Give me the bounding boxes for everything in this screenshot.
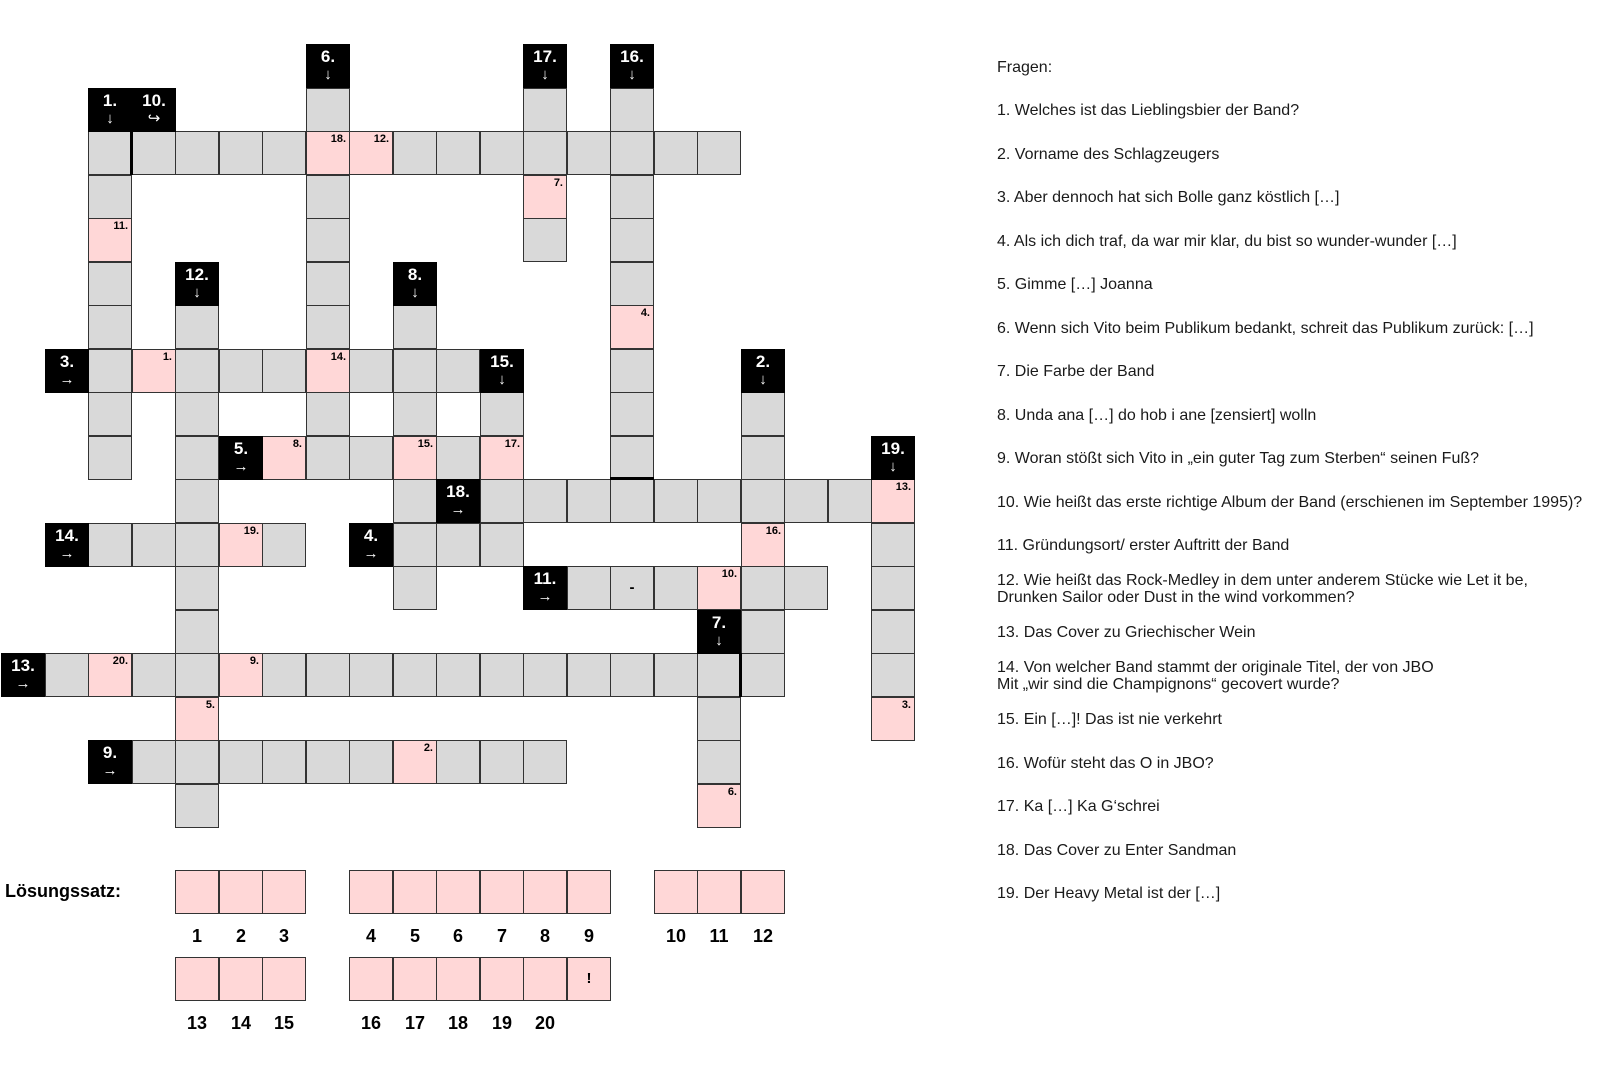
- letter-cell[interactable]: [480, 131, 524, 175]
- solution-position-number: 8: [539, 926, 550, 946]
- clue-block: [523, 44, 567, 88]
- solution-box[interactable]: [349, 957, 393, 1001]
- letter-cell[interactable]: [306, 262, 350, 306]
- letter-cell[interactable]: [306, 436, 350, 480]
- question-line: 12. Wie heißt das Rock-Medley in dem unter anderem Stücke wie Let it be,: [997, 572, 1528, 589]
- letter-cell[interactable]: [349, 740, 393, 784]
- clue-number: 3.: [59, 352, 75, 371]
- letter-cell[interactable]: [697, 479, 741, 523]
- solution-box[interactable]: [654, 870, 698, 914]
- clue-block: [523, 566, 567, 610]
- solution-box[interactable]: [349, 870, 393, 914]
- letter-cell[interactable]: [697, 653, 741, 697]
- arrow-down-icon: ↓: [715, 632, 723, 649]
- question-line: 18. Das Cover zu Enter Sandman: [997, 842, 1237, 859]
- solution-letter-cell[interactable]: [610, 305, 654, 349]
- question-line: 13. Das Cover zu Griechischer Wein: [997, 624, 1256, 641]
- clue-number: 4.: [363, 526, 379, 545]
- arrow-down-icon: ↓: [411, 284, 419, 301]
- solution-letter-cell[interactable]: [349, 131, 393, 175]
- solution-position-number: 12: [752, 926, 774, 946]
- letter-cell[interactable]: [88, 175, 132, 219]
- clue-number: 7.: [711, 613, 727, 632]
- letter-cell[interactable]: [741, 653, 785, 697]
- letter-cell[interactable]: [393, 566, 437, 610]
- clue-block: [741, 349, 785, 393]
- letter-cell[interactable]: [175, 566, 219, 610]
- letter-cell[interactable]: [436, 436, 480, 480]
- solution-box[interactable]: [436, 957, 480, 1001]
- clue-number: 18.: [446, 482, 470, 501]
- clue-number: 13.: [11, 656, 35, 675]
- arrow-down-icon: ↓: [889, 458, 897, 475]
- solution-position-number: 17: [404, 1013, 426, 1033]
- letter-cell[interactable]: [480, 523, 524, 567]
- letter-cell[interactable]: [45, 653, 89, 697]
- clue-block: [349, 523, 393, 567]
- question-line: 4. Als ich dich traf, da war mir klar, du bist so wunder-wunder […]: [997, 233, 1457, 250]
- question-item: [997, 102, 1299, 119]
- solution-letter-cell[interactable]: [88, 218, 132, 262]
- question-item: [997, 842, 1236, 859]
- solution-letter-cell[interactable]: [306, 349, 350, 393]
- letter-cell[interactable]: [175, 784, 219, 828]
- letter-cell[interactable]: [654, 479, 698, 523]
- letter-cell[interactable]: [654, 131, 698, 175]
- arrow-right-icon: →: [102, 762, 118, 779]
- clue-block: [175, 262, 219, 306]
- solution-position-number: 6: [452, 926, 463, 946]
- arrow-down-icon: ↓: [628, 66, 636, 83]
- clue-block: [132, 88, 176, 132]
- letter-cell[interactable]: [610, 218, 654, 262]
- solution-position-number: 18: [447, 1013, 469, 1033]
- solution-index-label: 7.: [553, 177, 563, 189]
- letter-cell[interactable]: [523, 653, 567, 697]
- solution-index-label: 1.: [162, 351, 172, 363]
- solution-position-number: 7: [496, 926, 507, 946]
- letter-cell[interactable]: [436, 523, 480, 567]
- solution-position-number: 14: [230, 1013, 252, 1033]
- letter-cell[interactable]: [436, 653, 480, 697]
- solution-index-label: 8.: [292, 438, 302, 450]
- solution-box[interactable]: [523, 870, 567, 914]
- letter-cell[interactable]: [741, 436, 785, 480]
- letter-cell[interactable]: [175, 523, 219, 567]
- solution-box[interactable]: [436, 870, 480, 914]
- letter-cell[interactable]: [88, 392, 132, 436]
- letter-cell[interactable]: [219, 349, 263, 393]
- solution-label: Lösungssatz:: [5, 881, 122, 901]
- letter-cell[interactable]: [480, 479, 524, 523]
- letter-cell[interactable]: [175, 305, 219, 349]
- letter-cell[interactable]: [393, 349, 437, 393]
- letter-cell[interactable]: [132, 131, 176, 175]
- solution-box[interactable]: [175, 957, 219, 1001]
- letter-cell[interactable]: [436, 349, 480, 393]
- letter-cell[interactable]: [654, 653, 698, 697]
- solution-index-label: 18.: [330, 133, 346, 145]
- solution-letter-cell[interactable]: [175, 697, 219, 741]
- letter-cell[interactable]: [349, 436, 393, 480]
- letter-cell[interactable]: [697, 740, 741, 784]
- question-item: [997, 146, 1219, 163]
- question-item: [997, 407, 1316, 424]
- question-item: [997, 233, 1457, 250]
- letter-cell[interactable]: [175, 349, 219, 393]
- solution-position-number: 2: [235, 926, 246, 946]
- letter-cell[interactable]: [349, 653, 393, 697]
- solution-letter-cell[interactable]: [132, 349, 176, 393]
- letter-cell[interactable]: [523, 131, 567, 175]
- question-item: [997, 885, 1220, 902]
- letter-cell[interactable]: [610, 88, 654, 132]
- solution-index-label: 4.: [640, 307, 650, 319]
- letter-cell[interactable]: [175, 740, 219, 784]
- solution-index-label: 13.: [895, 481, 911, 493]
- letter-cell[interactable]: [567, 479, 611, 523]
- question-item: [997, 659, 1434, 693]
- clue-block: [393, 262, 437, 306]
- arrow-down-icon: ↓: [193, 284, 201, 301]
- letter-cell[interactable]: [306, 392, 350, 436]
- letter-cell[interactable]: [654, 566, 698, 610]
- letter-cell[interactable]: [610, 479, 654, 523]
- clue-block: [610, 44, 654, 88]
- letter-cell[interactable]: [262, 653, 306, 697]
- letter-cell[interactable]: [480, 392, 524, 436]
- arrow-right-icon: →: [233, 458, 249, 475]
- letter-cell[interactable]: [697, 697, 741, 741]
- solution-index-label: 12.: [373, 133, 389, 145]
- solution-position-number: 10: [665, 926, 687, 946]
- question-item: [997, 711, 1222, 728]
- solution-position-number: 3: [278, 926, 289, 946]
- letter-cell[interactable]: [436, 131, 480, 175]
- clue-number: 12.: [185, 265, 209, 284]
- question-item: [997, 363, 1154, 380]
- letter-cell[interactable]: [567, 566, 611, 610]
- solution-letter-cell[interactable]: [697, 784, 741, 828]
- letter-cell[interactable]: [567, 653, 611, 697]
- letter-cell[interactable]: [871, 610, 915, 654]
- solution-index-label: 6.: [727, 786, 737, 798]
- arrow-down-icon: ↓: [324, 66, 332, 83]
- letter-cell[interactable]: [610, 653, 654, 697]
- letter-cell[interactable]: [306, 653, 350, 697]
- letter-cell[interactable]: [871, 523, 915, 567]
- letter-cell[interactable]: [523, 740, 567, 784]
- question-item: [997, 624, 1255, 641]
- clue-number: 16.: [620, 47, 644, 66]
- question-item: [997, 755, 1214, 772]
- letter-cell[interactable]: [88, 349, 132, 393]
- question-item: [997, 798, 1160, 815]
- solution-position-number: 11: [709, 926, 729, 946]
- word-separator: [739, 653, 742, 697]
- clue-number: 8.: [407, 265, 423, 284]
- letter-cell[interactable]: [175, 610, 219, 654]
- letter-cell[interactable]: [393, 479, 437, 523]
- arrow-right-icon: →: [59, 371, 75, 388]
- letter-cell[interactable]: [262, 740, 306, 784]
- solution-index-label: 16.: [765, 525, 781, 537]
- letter-cell[interactable]: [262, 131, 306, 175]
- questions-title: Fragen:: [997, 59, 1053, 76]
- solution-letter-cell[interactable]: [523, 175, 567, 219]
- letter-cell[interactable]: [871, 653, 915, 697]
- solution-index-label: 3.: [901, 699, 911, 711]
- letter-cell[interactable]: [741, 392, 785, 436]
- solution-letter-cell[interactable]: [871, 479, 915, 523]
- solution-box[interactable]: [219, 957, 263, 1001]
- clue-block: [45, 523, 89, 567]
- clue-block: [88, 740, 132, 784]
- solution-letter-cell[interactable]: [697, 566, 741, 610]
- solution-index-label: 19.: [243, 525, 259, 537]
- letter-cell[interactable]: [88, 131, 132, 175]
- question-line: 9. Woran stößt sich Vito in „ein guter Tag zum Sterben“ seinen Fuß?: [997, 450, 1480, 467]
- arrow-down-icon: ↓: [106, 110, 114, 127]
- question-item: [997, 320, 1534, 337]
- solution-index-label: 14.: [330, 351, 346, 363]
- letter-cell[interactable]: [132, 653, 176, 697]
- letter-cell[interactable]: [523, 218, 567, 262]
- clue-block: [219, 436, 263, 480]
- arrow-right-icon: →: [15, 675, 31, 692]
- letter-cell[interactable]: [306, 218, 350, 262]
- question-item: [997, 276, 1153, 293]
- word-separator: [610, 477, 654, 480]
- letter-cell[interactable]: [610, 566, 654, 610]
- letter-cell[interactable]: [480, 653, 524, 697]
- letter-cell[interactable]: [88, 305, 132, 349]
- letter-cell[interactable]: [610, 262, 654, 306]
- question-line: 10. Wie heißt das erste richtige Album der Band (erschienen im September 1995)?: [997, 494, 1583, 511]
- question-line: 3. Aber dennoch hat sich Bolle ganz köstlich […]: [997, 189, 1340, 206]
- solution-index-label: 2.: [423, 742, 433, 754]
- clue-number: 6.: [320, 47, 336, 66]
- solution-letter-cell[interactable]: [306, 131, 350, 175]
- clue-block: [1, 653, 45, 697]
- solution-box[interactable]: [697, 870, 741, 914]
- letter-cell[interactable]: [262, 523, 306, 567]
- clue-number: 9.: [102, 743, 118, 762]
- letter-cell[interactable]: [741, 479, 785, 523]
- letter-cell[interactable]: [393, 653, 437, 697]
- letter-cell[interactable]: [393, 523, 437, 567]
- question-line: 5. Gimme […] Joanna: [997, 276, 1153, 293]
- letter-cell[interactable]: [175, 436, 219, 480]
- letter-cell[interactable]: [175, 653, 219, 697]
- word-separator: [130, 131, 133, 175]
- question-item: [997, 450, 1479, 467]
- question-line: 7. Die Farbe der Band: [997, 363, 1155, 380]
- question-line: 1. Welches ist das Lieblingsbier der Band?: [997, 102, 1300, 119]
- letter-cell[interactable]: [784, 479, 828, 523]
- clue-number: 5.: [233, 439, 249, 458]
- letter-cell[interactable]: [523, 479, 567, 523]
- solution-index-label: 5.: [205, 699, 215, 711]
- letter-cell[interactable]: [88, 436, 132, 480]
- arrow-down-icon: ↓: [541, 66, 549, 83]
- letter-cell[interactable]: [567, 131, 611, 175]
- solution-letter-cell[interactable]: [480, 436, 524, 480]
- clue-number: 11.: [533, 569, 557, 588]
- letter-cell[interactable]: [349, 349, 393, 393]
- arrow-down-icon: ↓: [498, 371, 506, 388]
- solution-letter-cell[interactable]: [741, 523, 785, 567]
- question-line: 6. Wenn sich Vito beim Publikum bedankt, schreit das Publikum zurück: […]: [997, 320, 1534, 337]
- clue-block: [45, 349, 89, 393]
- arrow-down-right-icon: ↪: [147, 110, 161, 127]
- letter-cell[interactable]: [88, 262, 132, 306]
- letter-cell[interactable]: [610, 392, 654, 436]
- solution-box[interactable]: [567, 957, 611, 1001]
- solution-index-label: 20.: [112, 655, 128, 667]
- solution-box[interactable]: [741, 870, 785, 914]
- solution-box[interactable]: [480, 870, 524, 914]
- question-line: 14. Von welcher Band stammt der originale Titel, der von JBO: [997, 659, 1434, 676]
- solution-position-number: 13: [186, 1013, 208, 1033]
- clue-block: [697, 610, 741, 654]
- letter-cell[interactable]: [175, 479, 219, 523]
- solution-box[interactable]: [567, 870, 611, 914]
- clue-block: [871, 436, 915, 480]
- question-item: [997, 537, 1289, 554]
- solution-position-number: 5: [409, 926, 420, 946]
- solution-position-number: 9: [583, 926, 594, 946]
- letter-cell[interactable]: [306, 88, 350, 132]
- question-line: 17. Ka […] Ka G‘schrei: [997, 798, 1160, 815]
- solution-letter-cell[interactable]: [393, 740, 437, 784]
- letter-cell[interactable]: [306, 305, 350, 349]
- letter-cell[interactable]: [393, 131, 437, 175]
- question-item: [997, 189, 1339, 206]
- letter-cell[interactable]: [610, 349, 654, 393]
- letter-cell[interactable]: [610, 131, 654, 175]
- letter-cell[interactable]: [741, 610, 785, 654]
- solution-index-label: 15.: [417, 438, 433, 450]
- prefilled-character: !: [586, 970, 592, 987]
- letter-cell[interactable]: [262, 349, 306, 393]
- letter-cell[interactable]: [741, 566, 785, 610]
- letter-cell[interactable]: [523, 88, 567, 132]
- question-line: Drunken Sailor oder Dust in the wind vorkommen?: [997, 589, 1355, 606]
- solution-index-label: 17.: [504, 438, 520, 450]
- arrow-right-icon: →: [450, 501, 466, 518]
- arrow-right-icon: →: [59, 545, 75, 562]
- solution-letter-cell[interactable]: [871, 697, 915, 741]
- letter-cell[interactable]: [306, 175, 350, 219]
- question-line: 16. Wofür steht das O in JBO?: [997, 755, 1214, 772]
- solution-letter-cell[interactable]: [262, 436, 306, 480]
- letter-cell[interactable]: [132, 740, 176, 784]
- solution-position-number: 15: [273, 1013, 295, 1033]
- letter-cell[interactable]: [610, 436, 654, 480]
- solution-letter-cell[interactable]: [219, 653, 263, 697]
- question-line: 19. Der Heavy Metal ist der […]: [997, 885, 1221, 902]
- letter-cell[interactable]: [784, 566, 828, 610]
- solution-box[interactable]: [480, 957, 524, 1001]
- letter-cell[interactable]: [393, 305, 437, 349]
- solution-box[interactable]: [393, 957, 437, 1001]
- solution-index-label: 10.: [721, 568, 737, 580]
- question-item: [997, 494, 1582, 511]
- solution-position-number: 4: [365, 926, 376, 946]
- arrow-down-icon: ↓: [759, 371, 767, 388]
- solution-letter-cell[interactable]: [219, 523, 263, 567]
- arrow-right-icon: →: [537, 588, 553, 605]
- question-line: 8. Unda ana […] do hob i ane [zensiert] wolln: [997, 407, 1317, 424]
- solution-position-number: 19: [491, 1013, 513, 1033]
- question-line: Mit „wir sind die Champignons“ gecovert wurde?: [997, 676, 1340, 693]
- question-line: 2. Vorname des Schlagzeugers: [997, 146, 1220, 163]
- solution-box[interactable]: [262, 870, 306, 914]
- clue-number: 1.: [102, 91, 118, 110]
- clue-block: [306, 44, 350, 88]
- letter-cell[interactable]: [393, 392, 437, 436]
- solution-box[interactable]: [262, 957, 306, 1001]
- solution-letter-cell[interactable]: [88, 653, 132, 697]
- letter-cell[interactable]: [219, 740, 263, 784]
- letter-cell[interactable]: [306, 740, 350, 784]
- letter-cell[interactable]: [480, 740, 524, 784]
- solution-position-number: 16: [360, 1013, 382, 1033]
- clue-block: [436, 479, 480, 523]
- solution-letter-cell[interactable]: [393, 436, 437, 480]
- clue-number: 19.: [881, 439, 905, 458]
- letter-cell[interactable]: [871, 566, 915, 610]
- letter-cell[interactable]: [175, 392, 219, 436]
- solution-box[interactable]: [219, 870, 263, 914]
- letter-cell[interactable]: [697, 131, 741, 175]
- solution-box[interactable]: [393, 870, 437, 914]
- solution-position-number: 1: [191, 926, 202, 946]
- clue-number: 14.: [55, 526, 79, 545]
- question-item: [997, 572, 1528, 606]
- clue-number: 2.: [755, 352, 771, 371]
- solution-position-number: 20: [534, 1013, 556, 1033]
- clue-number: 10.: [142, 91, 166, 110]
- solution-index-label: 9.: [249, 655, 259, 667]
- clue-number: 17.: [533, 47, 557, 66]
- letter-cell[interactable]: [175, 131, 219, 175]
- prefilled-character: -: [629, 579, 635, 596]
- arrow-right-icon: →: [363, 545, 379, 562]
- clue-block: [88, 88, 132, 132]
- question-line: 11. Gründungsort/ erster Auftritt der Band: [997, 537, 1290, 554]
- letter-cell[interactable]: [436, 740, 480, 784]
- letter-cell[interactable]: [828, 479, 872, 523]
- letter-cell[interactable]: [88, 523, 132, 567]
- solution-index-label: 11.: [113, 220, 128, 232]
- letter-cell[interactable]: [219, 131, 263, 175]
- letter-cell[interactable]: [610, 175, 654, 219]
- solution-box[interactable]: [175, 870, 219, 914]
- solution-box[interactable]: [523, 957, 567, 1001]
- letter-cell[interactable]: [132, 523, 176, 567]
- question-line: 15. Ein […]! Das ist nie verkehrt: [997, 711, 1222, 728]
- clue-number: 15.: [490, 352, 514, 371]
- clue-block: [480, 349, 524, 393]
